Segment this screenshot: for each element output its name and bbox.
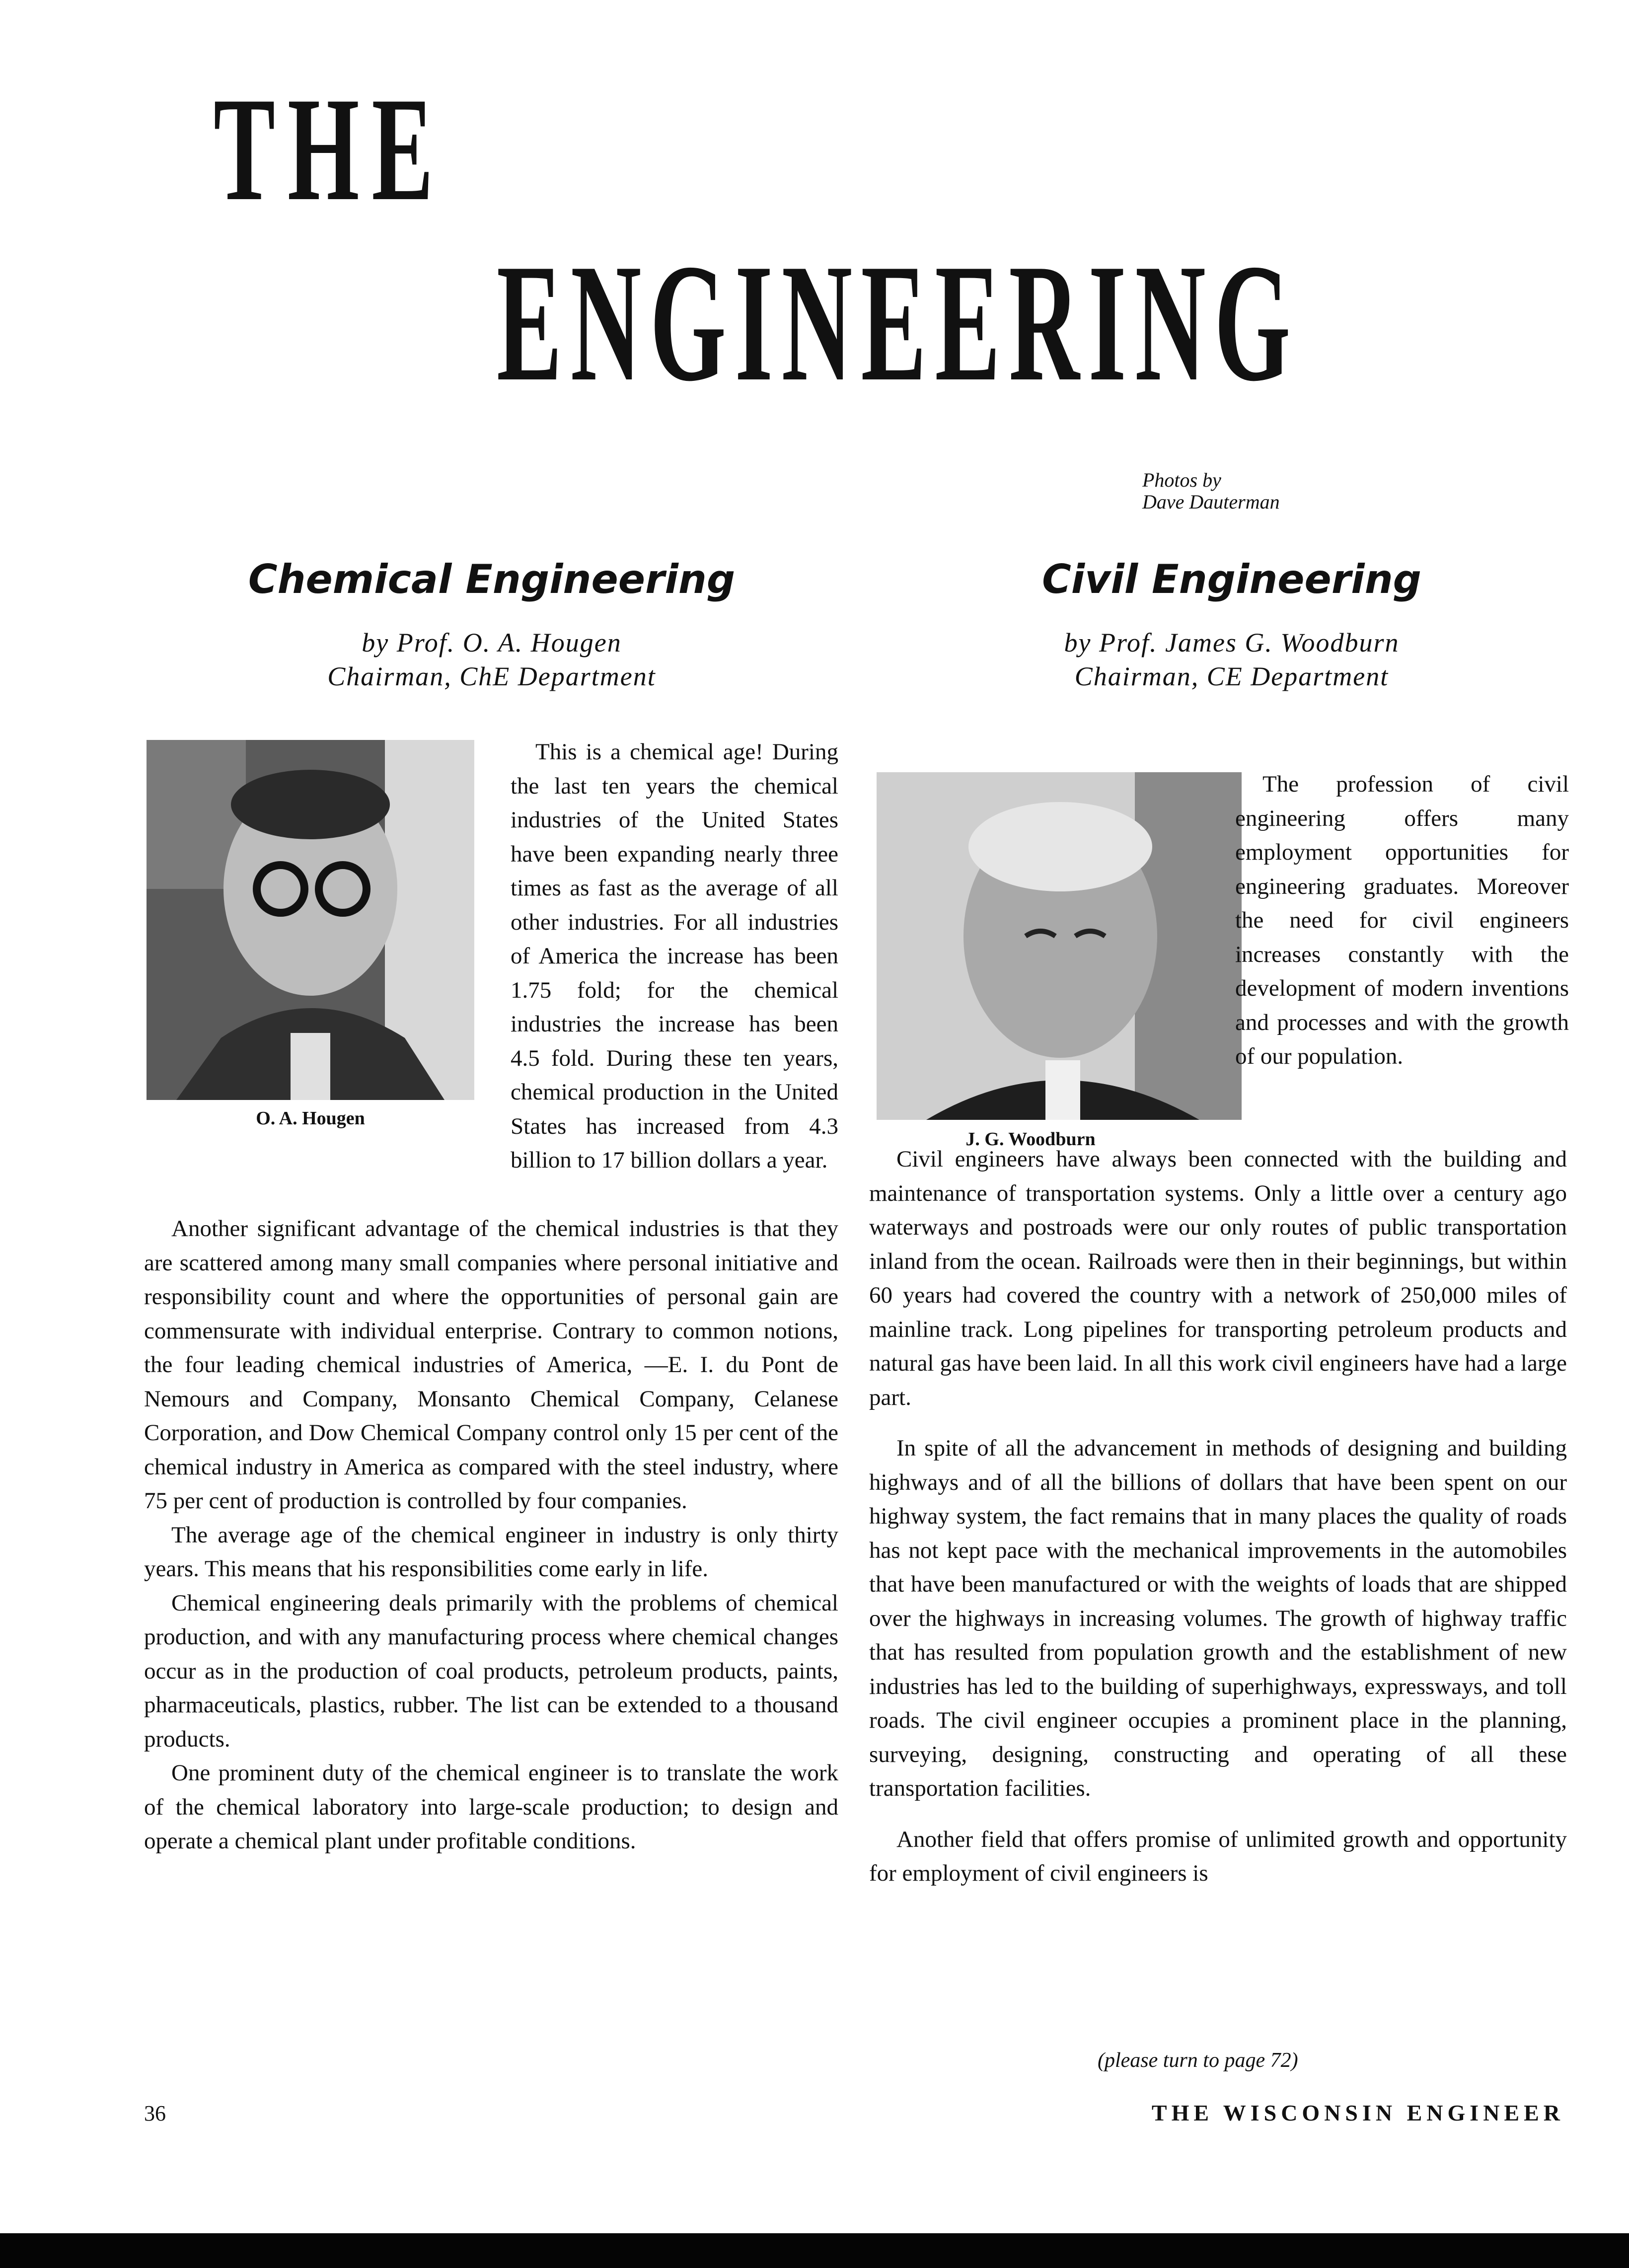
- magazine-title: THE WISCONSIN ENGINEER: [1151, 2100, 1564, 2125]
- woodburn-caption: J. G. Woodburn: [965, 1129, 1096, 1150]
- woodburn-photo: [877, 772, 1242, 1120]
- right-paragraph-4: Another field that offers promise of unlimited growth and opportunity for employment of civil engineers is: [869, 1826, 1567, 1886]
- right-paragraph-1: The profession of civil engineering offers many employment opportunities for engineering graduates. Moreover the need for civil engineers increases constantly with the development of modern inventions and processes and with the growth of our population.: [1235, 771, 1569, 1069]
- chemical-engineering-title: Chemical Engineering: [248, 556, 736, 602]
- page-number: 36: [144, 2101, 166, 2125]
- continuation-note: (please turn to page 72): [1098, 2049, 1298, 2072]
- title-the: THE: [214, 67, 446, 231]
- left-paragraph-4: Chemical engineering deals primarily with the problems of chemical production, and with any manufacturing process where chemical changes occur as in the production of coal products, petroleum products, paints, pharmaceuticals, plastics, rubber. The list can be extended to a thousand products.: [144, 1590, 838, 1752]
- left-intro-wrap: [511, 735, 838, 1177]
- civil-engineering-title: Civil Engineering: [1042, 556, 1421, 602]
- right-paragraph-2: Civil engineers have always been connected with the building and maintenance of transportation systems. Only a little over a century ago waterways and postroads were our only routes of public transportation inland from the ocean. Railroads were then in their beginnings, but within 60 years had covered the country with a network of 250,000 miles of mainline track. Long pipelines for transporting petroleum products and natural gas have been laid. In all this work civil engineers have had a large part.: [869, 1146, 1567, 1410]
- chemical-byline: [139, 626, 844, 693]
- chemical-author: by Prof. O. A. Hougen: [362, 628, 622, 658]
- hougen-photo: [147, 740, 474, 1100]
- hougen-caption: O. A. Hougen: [256, 1108, 365, 1129]
- photo-credit-line1: Photos by: [1142, 469, 1221, 491]
- right-intro-wrap: [1235, 767, 1569, 1074]
- bottom-scan-edge: [0, 2233, 1629, 2268]
- civil-author-role: Chairman, CE Department: [1074, 661, 1389, 691]
- left-paragraph-3: The average age of the chemical engineer in industry is only thirty years. This means that his responsibilities come early in life.: [144, 1522, 838, 1582]
- left-paragraph-5: One prominent duty of the chemical engineer is to translate the work of the chemical laboratory into large-scale production; to design and operate a chemical plant under profitable conditions.: [144, 1760, 838, 1854]
- left-paragraph-1: This is a chemical age! During the last ten years the chemical industries of the United States have been expanding nearly three times as fast as the average of all other industries. For all industries of America the increase has been 1.75 fold; for the chemical industries the increase has been 4.5 fold. During these ten years, chemical production in the United States has increased from 4.3 billion to 17 billion dollars a year.: [511, 739, 838, 1173]
- photo-credit: [1142, 469, 1280, 513]
- photo-credit-line2: Dave Dauterman: [1142, 491, 1280, 513]
- right-column-body: [869, 1142, 1567, 1891]
- title-engineering: ENGINEERING: [497, 229, 1299, 416]
- left-paragraph-2: Another significant advantage of the chemical industries is that they are scattered among many small companies where personal initiative and responsibility count and where the opportunities of personal gain are commensurate with individual enterprise. Contrary to common notions, the four leading chemical industries of America, —E. I. du Pont de Nemours and Company, Monsanto Chemical Company, Celanese Corporation, and Dow Chemical Company control only 15 per cent of the chemical industry in America as compared with the steel industry, where 75 per cent of production is controlled by four companies.: [144, 1216, 838, 1514]
- woodburn-portrait-image: [877, 772, 1242, 1120]
- hougen-portrait-image: [147, 740, 474, 1100]
- chemical-author-role: Chairman, ChE Department: [327, 661, 656, 691]
- right-paragraph-3: In spite of all the advancement in methods of designing and building highways and of all the billions of dollars that have been spent on our highway system, the fact remains that in many places the quality of roads has not kept pace with the mechanical improvements in the automobiles that have been manufactured or with the weights of loads that are shipped over the highways in increasing volumes. The growth of highway traffic that has resulted from population growth and the establishment of new industries has led to the building of superhighways, expressways, and toll roads. The civil engineer occupies a prominent place in the planning, surveying, designing, constructing and operating of all these transportation facilities.: [869, 1435, 1567, 1801]
- civil-author: by Prof. James G. Woodburn: [1064, 628, 1400, 658]
- civil-byline: [884, 626, 1579, 693]
- left-column-body: [144, 1212, 838, 1858]
